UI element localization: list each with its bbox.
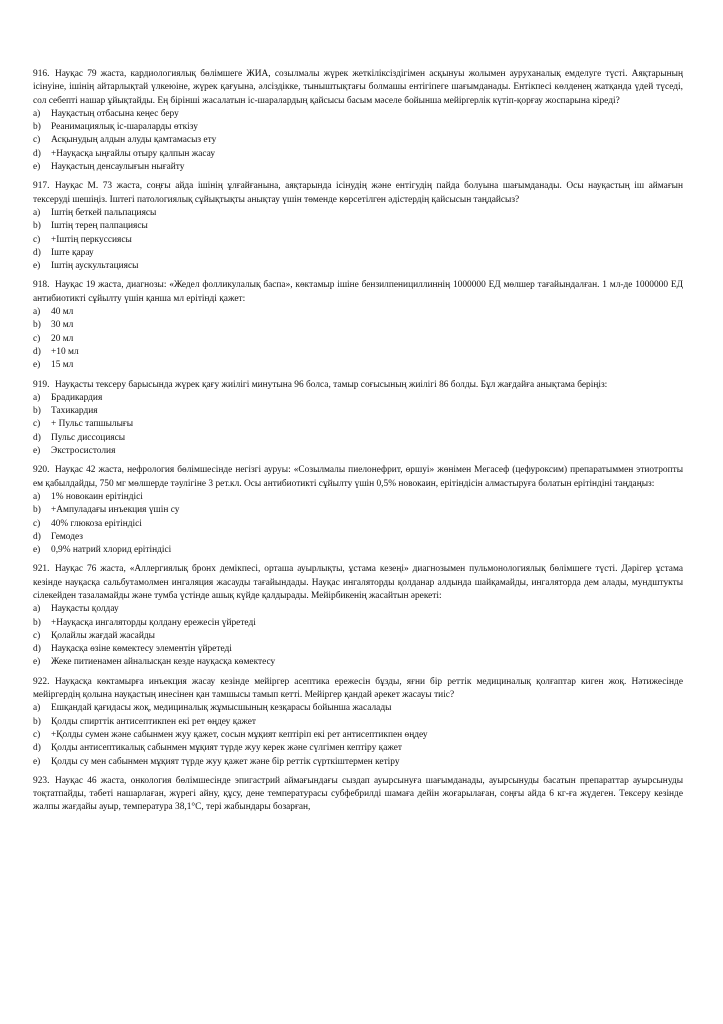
option-text: Іштің аускультациясы [51,261,139,272]
option-letter: d) [33,432,41,443]
option-text: Пульс диссоциясы [51,432,126,443]
question-body: Науқас 42 жаста, нефрология бөлімшесінде негізгі ауруы: «Созылмалы пиелонефрит, өршуі» жөнімен Мегасеф (цефуроксим) препаратыммен этиотропты ем қабылдайды, 750 мг мөлшерде тәулігіне 3 рет.кл. Осы антибиотикті сұйылту үшін 0,5% новокаин, ерітіндісін алмастыруға болатын ерітіндіні таңдаңыз: [33,465,683,489]
question-block [33,279,683,372]
option-text: +Іштің перкуссиясы [51,234,132,245]
answer-option [33,234,683,247]
question-body: Науқасты тексеру барысында жүрек қағу жиілігі минутына 96 болса, тамыр соғысының жиілігі 86 болды. Бұл жағдайға анықтама беріңіз: [55,379,608,390]
answer-option [33,504,683,517]
option-letter: c) [33,234,41,245]
answer-option [33,531,683,544]
option-text: +Қолды сумен және сабынмен жуу қажет, сосын мұқият кептіріп екі рет антисептикпен өңдеу [51,729,428,740]
question-body: Науқасқа көктамырға инъекция жасау кезінде мейіргер асептика ережесін бұзды, яғни бір реттік медициналық қолғаптар киген жоқ. Нәтижесінде мейіргердің қолына науқастың инесінен қан тамшысы тамып кетті. Мейіргер қандай әрекет жасауы тиіс? [33,676,683,701]
option-text: Науқастың денсаулығын нығайту [51,162,185,173]
option-text: Гемодез [51,531,83,542]
option-text: Реанимациялық іс-шараларды өткізу [51,122,198,133]
option-text: +Науқасқа ыңғайлы отыру қалпын жасау [51,148,216,159]
question-text [33,180,683,207]
question-block [33,379,683,459]
option-letter: c) [33,729,41,740]
option-text: Қолды су мен сабынмен мұқият түрде жуу қажет және бір реттік сүрткіштермен кетіру [51,756,400,767]
answer-option [33,418,683,431]
question-text [33,279,683,306]
answer-option [33,729,683,742]
option-text: Брадикардия [51,392,103,403]
option-text: Қолды спирттік антисептикпен екі рет өңдеу қажет [51,716,257,727]
answer-option [33,148,683,161]
answer-options [33,491,683,557]
option-text: Науқасты қолдау [51,604,119,615]
answer-option [33,359,683,372]
question-text [33,676,683,703]
option-letter: b) [33,221,41,232]
question-body: Науқас 79 жаста, кардиологиялық бөлімшеге ЖИА, созылмалы жүрек жеткіліксіздігімен асқынуы жолымен ауруханалық емделуге түсті. Аяқтарының ісінуіне, ішінің айтарлықтай үлкеюіне, жүрек қағуына, әлсіздікке, тыныштықтағы болмашы ентігіпеге шағымданады. Ентікпесі көлденең жатқанда үдей түседі, сол себепті нашар ұйықтайды. Ең бірінші жасалатын іс-шаралардың қайсысы басым мәселе бойынша мейіргерлік күтіп-қорғау жоспарына кіреді? [33,69,683,106]
answer-option [33,432,683,445]
answer-option [33,346,683,359]
answer-option [33,207,683,220]
answer-options [33,306,683,372]
question-number: 920. [33,465,50,476]
option-letter: b) [33,716,41,727]
question-number: 918. [33,280,50,291]
option-text: 30 мл [51,320,74,331]
answer-options [33,392,683,458]
option-letter: b) [33,320,41,331]
question-block [33,563,683,669]
option-letter: b) [33,122,41,133]
option-letter: e) [33,261,41,272]
option-text: +10 мл [51,346,79,357]
option-text: Тахикардия [51,406,98,417]
option-text: 40% глюкоза ерітіндісі [51,518,142,529]
question-text [33,775,683,815]
question-text [33,563,683,603]
option-text: Асқынудың алдын алуды қамтамасыз ету [51,135,217,146]
option-letter: d) [33,531,41,542]
option-letter: d) [33,148,41,159]
answer-option [33,702,683,715]
option-letter: a) [33,307,41,318]
option-letter: e) [33,545,41,556]
answer-options [33,603,683,669]
answer-option [33,405,683,418]
question-number: 917. [33,181,50,192]
option-text: 1% новокаин ерітіндісі [51,491,143,502]
option-letter: b) [33,617,41,628]
question-body: Науқас 76 жаста, «Аллергиялық бронх демікпесі, орташа ауырлықты, ұстама кезеңі» диагнозымен пульмонологиялық бөлімшеге түсті. Дәрігер ұстама кезінде науқасқа сальбутамолмен ингаляция жасауды тағайындады. Науқас ингаляторды қолданар алдында шайқамайды, ингалятордa дем алады, мундштукты сілекейден тазаламайды және тумба үстінде ашық күйде қалдырады. Мейірбикенің жасайтын әрекеті: [33,564,683,601]
answer-option [33,544,683,557]
answer-option [33,742,683,755]
question-body: Науқас 19 жаста, диагнозы: «Жедел фолликулалық баспа», көктамыр ішіне бензилпенициллиннің 1000000 ЕД мөлшер тағайындалған. 1 мл-де 1000000 ЕД антибиотикті сұйылту үшін қанша мл ерітінді қажет: [33,280,683,304]
question-text [33,464,683,491]
question-number: 921. [33,564,50,575]
question-body: Науқас М. 73 жаста, соңғы айда ішінің ұлғайғанына, аяқтарында ісінудің және ентігудің пайда болуына шағымданады. Осы науқастың іш аймағын тексеруді шешіңіз. Іштегі патологиялық сұйықтықты анықтау үшін төменде көрсетілген әдістердің қайсысын таңдайсыз? [33,181,683,205]
option-letter: c) [33,135,41,146]
answer-option [33,603,683,616]
answer-option [33,121,683,134]
option-letter: a) [33,207,41,218]
option-text: 0,9% натрий хлорид ерітіндісі [51,545,172,556]
answer-option [33,756,683,769]
answer-option [33,445,683,458]
question-block [33,464,683,557]
answer-option [33,220,683,233]
option-text: Іштің терең палпациясы [51,221,148,232]
option-letter: c) [33,630,41,641]
option-letter: d) [33,346,41,357]
answer-option [33,656,683,669]
question-text [33,379,683,392]
question-body: Науқас 46 жаста, онкология бөлімшесінде эпигастрий аймағындағы сыздап ауырсынуға шағымданады, ауырсынуды басатын препараттар ауырсынуды тоқтатпайды, тәбеті нашарлаған, жүрегі айну, құсу, дене температурасы субфебрилді шамаға дейін жоғарылаған, соңғы айда 6 кг-ға жүдеген. Тексеру кезінде жалпы жағдайы ауыр, температура 38,1°С, тері жабындары бозарған, [33,775,683,813]
option-text: 20 мл [51,333,74,344]
question-number: 916. [33,69,50,79]
option-text: Науқастың отбасына кеңес беру [51,108,179,119]
option-text: Науқасқа өзіне көмектесу элементін үйретеді [51,644,232,655]
answer-option [33,630,683,643]
answer-option [33,333,683,346]
answer-option [33,247,683,260]
option-letter: a) [33,703,41,714]
option-letter: c) [33,419,41,430]
question-block [33,180,683,273]
option-letter: e) [33,162,41,173]
option-letter: d) [33,743,41,754]
option-letter: b) [33,505,41,516]
option-text: Ешқандай қағидасы жоқ, медициналық жұмысшының кезқарасы бойынша жасалады [51,703,392,714]
answer-options [33,108,683,174]
answer-option [33,716,683,729]
option-letter: b) [33,406,41,417]
option-text: +Ампуладағы инъекция үшін су [51,505,180,516]
question-block [33,68,683,174]
question-number: 919. [33,379,50,390]
option-letter: c) [33,333,41,344]
option-text: Іштің беткей пальпациясы [51,207,157,218]
option-letter: a) [33,491,41,502]
answer-option [33,260,683,273]
question-number: 922. [33,676,50,687]
option-letter: d) [33,644,41,655]
option-letter: a) [33,604,41,615]
option-letter: a) [33,392,41,403]
option-text: Жеке питиенамен айналысқан кезде науқасқа көмектесу [51,657,276,668]
question-block [33,775,683,815]
question-text [33,68,683,108]
answer-option [33,617,683,630]
option-letter: e) [33,756,41,767]
answer-option [33,319,683,332]
answer-option [33,491,683,504]
answer-option [33,108,683,121]
answer-option [33,306,683,319]
question-block [33,676,683,769]
option-letter: a) [33,108,41,119]
option-text: Іште қарау [51,247,94,258]
option-letter: c) [33,518,41,529]
answer-option [33,518,683,531]
answer-options [33,207,683,273]
option-text: + Пульс тапшылығы [51,419,134,430]
option-text: 15 мл [51,360,74,371]
option-letter: d) [33,247,41,258]
option-text: Қолайлы жағдай жасайды [51,630,155,641]
answer-option [33,392,683,405]
option-text: Экстросистолия [51,446,116,457]
option-text: 40 мл [51,307,74,318]
option-text: Қолды антисептикалық сабынмен мұқият түрде жуу керек және сүлгімен кептіру қажет [51,743,402,754]
answer-options [33,702,683,768]
option-text: +Науқасқа ингаляторды қолдану ережесін үйретеді [51,617,256,628]
option-letter: e) [33,360,41,371]
answer-option [33,134,683,147]
option-letter: e) [33,657,41,668]
answer-option [33,161,683,174]
option-letter: e) [33,446,41,457]
question-number: 923. [33,775,50,786]
answer-option [33,643,683,656]
